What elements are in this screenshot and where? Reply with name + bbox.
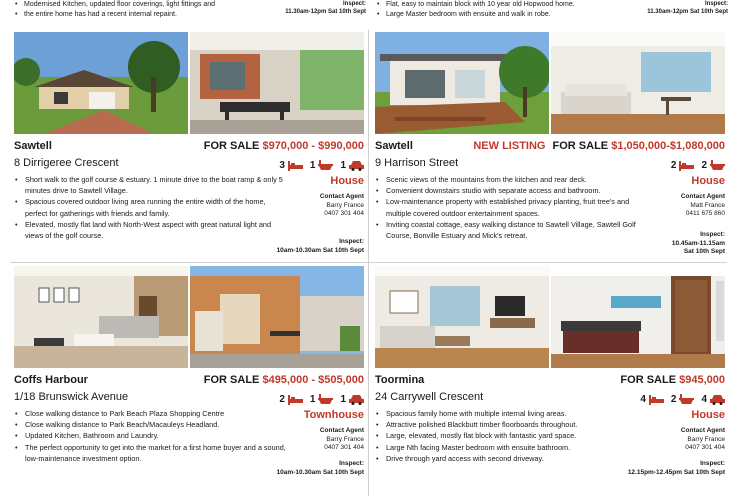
bullet: • Elevated, mostly flat land with North-West aspect with great natural light and views of the golf course. [25,219,287,241]
listing-price: $495,000 - $505,000 [262,374,364,386]
for-sale-label: FOR SALE [620,374,677,386]
inspect-block [285,0,366,16]
bath-icon [710,160,725,171]
bullet: • Low-maintenance property with established privacy planting, fruit tree's and multiple covered outdoor entertainment spaces. [386,196,648,218]
contact-agent [681,427,725,453]
cars-count: 1 [340,159,346,171]
bullet: • Attractive polished Blackbutt timber floorboards throughout. [386,419,648,430]
photo-living-room [551,32,725,134]
listing-features [640,392,725,406]
contact-label: Contact Agent [680,427,725,434]
baths-count: 2 [670,393,677,405]
contact-agent [320,427,364,453]
property-type: House [691,175,725,187]
listing-bullets [375,174,648,241]
top-strip-right [376,0,728,28]
listing-suburb: Sawtell [375,140,413,152]
bed-icon [288,160,303,171]
listing-status [473,140,725,152]
baths-count: 2 [701,159,707,171]
for-sale-label: FOR SALE [203,140,260,152]
listing-address: 9 Harrison Street [375,157,459,169]
bullet: • Updated Kitchen, Bathroom and Laundry. [25,430,287,441]
beds-count: 2 [670,159,677,171]
photo-lounge [14,266,188,368]
listing-photos [375,32,725,134]
bullet: • The perfect opportunity to get into the market for a first home buyer and a sound, low-maintenance investment option. [25,442,287,464]
bullet: • Short walk to the golf course & estuary. 1 minute drive to the boat ramp & only 5 minutes drive to Sawtell Village. [25,174,287,196]
agent-phone: 0407 301 404 [324,444,364,451]
photo-patio [190,32,364,134]
contact-label: Contact Agent [680,193,725,200]
listing-status [204,374,364,386]
listing-features [279,158,364,172]
inspect-block [647,0,728,16]
agent-phone: 0407 301 404 [324,210,364,217]
agent-phone: 0407 301 404 [685,444,725,451]
listing-bullets [375,408,648,464]
photo-kitchen [551,266,725,368]
listing-price: $945,000 [679,374,725,386]
listing-card-carrywell[interactable] [375,266,725,494]
inspect-label: Inspect: [339,238,364,245]
car-icon [349,394,364,405]
inspect-time: 12.15pm-12.45pm Sat 10th Sept [627,468,725,476]
property-type: House [691,409,725,421]
listing-photos [14,266,364,368]
listing-bullets [14,408,287,464]
bullet: • Scenic views of the mountains from the kitchen and rear deck. [386,174,648,185]
listing-address: 8 Dirrigeree Crescent [14,157,119,169]
inspect-time: 10.45am-11.15am [671,239,725,247]
inspect-day: Sat 10th Sept [683,248,725,255]
property-type: House [330,175,364,187]
agent-name: Matt France [690,201,725,209]
inspect-block [277,460,364,477]
bullet: • Close walking distance to Park Beach Plaza Shopping Centre [25,408,287,419]
listing-suburb: Coffs Harbour [14,374,88,386]
listing-features [279,392,364,406]
contact-agent [320,193,364,219]
bullet: • Drive through yard access with second driveway. [386,453,648,464]
beds-count: 2 [279,393,285,405]
baths-count: 1 [309,159,316,171]
bullet: • Spacious family home with multiple internal living areas. [386,408,648,419]
listing-photos [375,266,725,368]
inspect-time: 10am-10.30am Sat 10th Sept [276,468,364,476]
bullet: • Large Nth facing Master bedroom with ensuite bathroom. [386,442,648,453]
inspect-time: 11.30am-12pm Sat 10th Sept [647,9,728,15]
agent-name: Barry France [326,435,364,443]
inspect-label: Inspect: [700,231,725,238]
property-type: Townhouse [303,409,364,421]
listing-status [204,140,364,152]
contact-agent [681,193,725,219]
bed-icon [679,160,694,171]
inspect-block [672,231,725,257]
contact-label: Contact Agent [319,193,364,200]
listing-suburb: Toormina [375,374,425,386]
bullet: • Large Master bedroom with ensuite and walk in robe. [386,10,728,20]
cars-count: 4 [701,393,707,405]
beds-count: 3 [279,159,285,171]
car-icon [710,394,725,405]
new-listing-badge: NEW LISTING [473,140,546,152]
listing-price: $1,050,000-$1,080,000 [611,140,725,152]
bullet: • Inviting coastal cottage, easy walking distance to Sawtell Village, Sawtell Golf Course, Bonville Estuary and Mick's retreat. [386,219,648,241]
agent-phone: 0411 675 860 [685,210,725,217]
bullet: • the entire home has had a recent internal repaint. [24,10,366,20]
listing-suburb: Sawtell [14,140,52,152]
listing-card-brunswick[interactable] [14,266,364,494]
bed-icon [649,394,664,405]
for-sale-label: FOR SALE [203,374,260,386]
bullet: • Modernised Kitchen, updated floor coverings, light fittings and [24,0,366,10]
inspect-block [628,460,725,477]
contact-label: Contact Agent [319,427,364,434]
listing-features [671,158,725,172]
agent-name: Barry France [326,201,364,209]
top-strip-left [14,0,366,28]
inspect-label: Inspect: [342,1,366,7]
listing-photos [14,32,364,134]
listing-bullets [14,174,287,241]
inspect-block [277,238,364,255]
bath-icon [679,394,694,405]
photo-family-room [375,266,549,368]
bed-icon [288,394,303,405]
top-strip [0,0,737,28]
inspect-label: Inspect: [700,460,725,467]
bullet: • Large, elevated, mostly flat block with fantastic yard space. [386,430,648,441]
listing-status [620,374,725,386]
photo-deck [375,32,549,134]
photo-courtyard [190,266,364,368]
agent-name: Barry France [687,435,725,443]
bullet: • Spacious covered outdoor living area running the entire width of the home, perfect for gatherings with friends and family. [25,196,287,218]
listing-address: 24 Carrywell Crescent [375,391,484,403]
inspect-time: 11.30am-12pm Sat 10th Sept [285,9,366,15]
car-icon [349,160,364,171]
bullet: • Close walking distance to Park Beach/Macauleys Headland. [25,419,287,430]
listing-price: $970,000 - $990,000 [262,140,364,152]
inspect-label: Inspect: [704,1,728,7]
bullet: • Convenient downstairs studio with separate access and bathroom. [386,185,648,196]
bath-icon [318,394,333,405]
listing-address: 1/18 Brunswick Avenue [14,391,129,403]
row-divider [10,262,727,263]
inspect-time: 10am-10.30am Sat 10th Sept [276,246,364,254]
listing-card-harrison[interactable] [375,32,725,260]
cars-count: 1 [340,393,346,405]
photo-house-exterior [14,32,188,134]
baths-count: 1 [309,393,316,405]
inspect-label: Inspect: [339,460,364,467]
listing-card-dirrigeree[interactable] [14,32,364,260]
column-divider [368,30,369,496]
beds-count: 4 [640,393,646,405]
for-sale-label: FOR SALE [552,140,609,152]
bath-icon [318,160,333,171]
bullet: • Flat, easy to maintain block with 10 year old Hopwood home. [386,0,728,10]
